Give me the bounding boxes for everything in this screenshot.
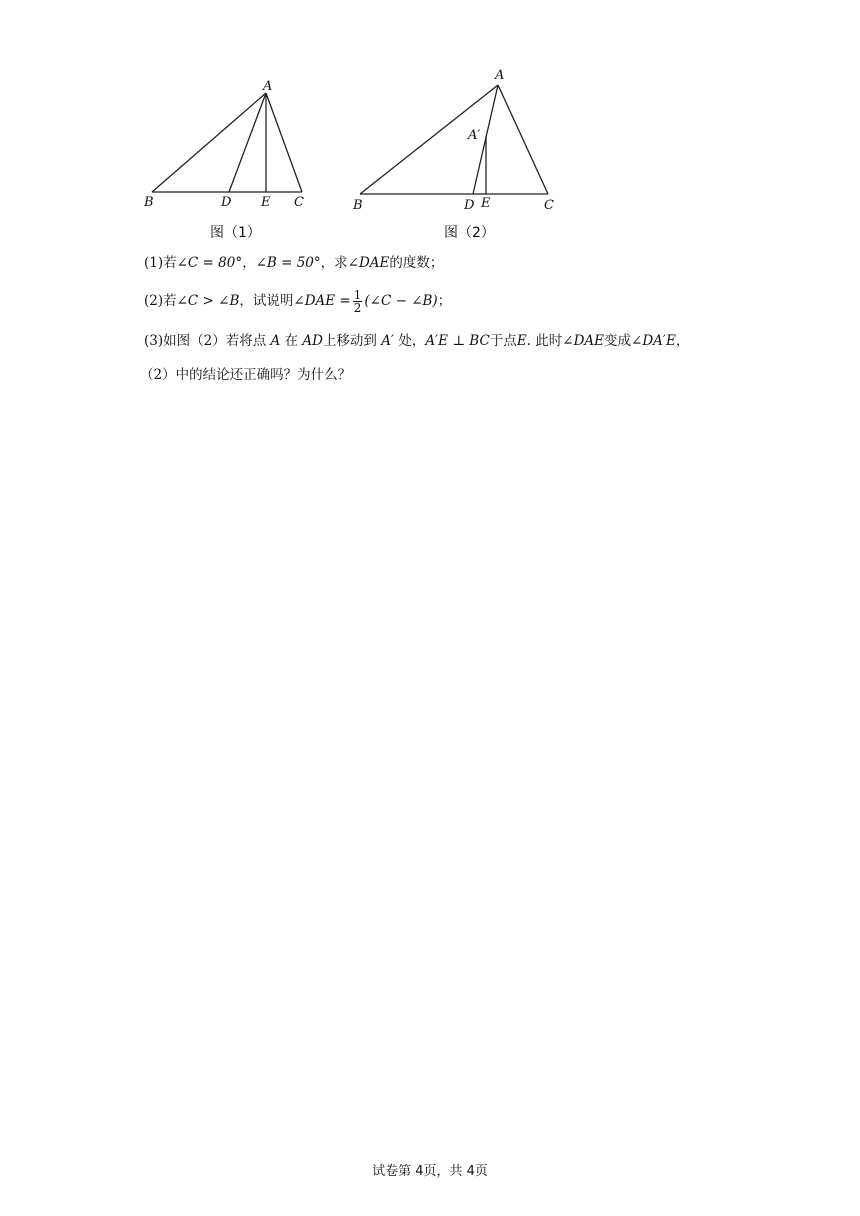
vertex-label-a: A — [495, 68, 505, 83]
question-3-text: 变成 — [604, 333, 632, 349]
question-1-math: ∠DAE — [347, 255, 390, 271]
question-2-math: (∠C − ∠B) — [364, 293, 438, 309]
question-2-text: ； — [437, 293, 452, 309]
question-3-text: ， — [675, 333, 690, 349]
figure-1 — [140, 76, 320, 246]
figure-1-caption: 图（1） — [210, 225, 261, 241]
figure-2-diagram — [348, 64, 570, 246]
vertex-label-d: D — [464, 198, 475, 213]
question-3-var: E — [516, 333, 527, 349]
question-1-math: ∠B = 50° — [255, 255, 321, 271]
question-3-text: 如图（2）若将点 — [163, 333, 267, 349]
vertex-label-b: B — [353, 198, 363, 213]
figure-2 — [348, 64, 570, 246]
question-1-text: ， — [242, 255, 256, 271]
question-3-text: 在 — [284, 333, 299, 349]
fraction-one-half — [353, 289, 363, 314]
question-2-math: ∠C > ∠B — [176, 293, 240, 309]
page-footer: 试卷第 4页，共 4页 — [372, 1164, 488, 1179]
vertex-label-c: C — [294, 195, 304, 210]
side-AB — [152, 93, 266, 192]
question-1-number: (1) — [144, 255, 164, 271]
vertex-label-e: E — [261, 195, 271, 210]
question-2-number: (2) — [144, 293, 164, 309]
question-3-text: 上移动到 — [322, 333, 377, 349]
side-AC — [498, 85, 548, 194]
question-3 — [144, 331, 689, 351]
question-3-line-2: （2）中的结论还正确吗？为什么？ — [140, 367, 352, 383]
vertex-label-d: D — [221, 195, 232, 210]
figure-2-caption: 图（2） — [444, 225, 495, 241]
fraction-denominator: 2 — [353, 301, 362, 315]
vertex-label-a: A — [263, 79, 273, 94]
question-1-text: 若 — [163, 255, 177, 271]
question-2-text: 若 — [163, 293, 177, 309]
vertex-label-c: C — [544, 198, 554, 213]
side-AC — [266, 93, 302, 192]
question-1-math: ∠C = 80° — [176, 255, 243, 271]
question-2-text: ，试说明 — [239, 293, 294, 309]
question-3-var: A — [270, 333, 281, 349]
fraction-numerator: 1 — [353, 288, 362, 302]
question-3-text: . 此时 — [526, 333, 563, 349]
question-3-number: (3) — [144, 333, 164, 349]
question-1-text: ，求 — [320, 255, 348, 271]
question-3-math: ∠DA′E — [631, 333, 676, 349]
vertex-label-e: E — [481, 196, 491, 211]
vertex-label-a-prime: A′ — [468, 128, 481, 143]
question-2 — [144, 286, 451, 316]
figure-1-diagram — [140, 76, 320, 246]
question-2-math: ∠DAE = — [293, 293, 351, 309]
question-3-text: 处， — [398, 333, 426, 349]
question-3-text: 于点 — [489, 333, 517, 349]
question-3-var: A′ — [381, 333, 395, 349]
segment-AD — [229, 93, 266, 192]
question-3-math: ∠DAE — [562, 333, 605, 349]
question-3-math: A′E ⊥ BC — [425, 333, 490, 349]
question-1 — [144, 253, 443, 273]
vertex-label-b: B — [144, 195, 154, 210]
question-3-var: AD — [302, 333, 323, 349]
question-1-text: 的度数； — [389, 255, 444, 271]
